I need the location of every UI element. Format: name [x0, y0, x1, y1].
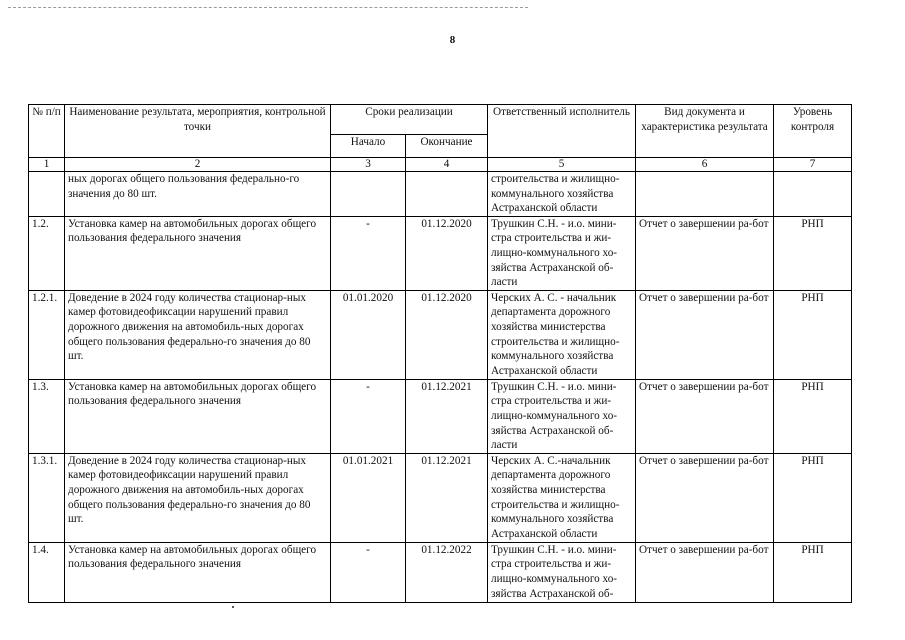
- header-end: Окончание: [406, 135, 488, 158]
- row-doc: Отчет о завершении ра-бот: [636, 290, 774, 379]
- row-responsible: Черских А. С.-начальник департамента дорожного хозяйства министерства строительства и жилищно-коммунального хозяйства Астраханской области: [488, 453, 636, 542]
- row-end: [406, 172, 488, 217]
- top-rule: [8, 7, 528, 9]
- row-name: Доведение в 2024 году количества стационар-ных камер фотовидеофиксации нарушений правил дорожного движения на автомобиль-ных дорогах общего пользования федерально-го значения до 80 шт.: [65, 290, 331, 379]
- col-number-7: 7: [774, 158, 852, 172]
- table-row: [29, 172, 852, 217]
- row-name: Установка камер на автомобильных дорогах общего пользования федерального значения: [65, 216, 331, 290]
- col-number-1: 1: [29, 158, 65, 172]
- row-responsible: Черских А. С. - начальник департамента дорожного хозяйства министерства строительства и жилищно-коммунального хозяйства Астраханской области: [488, 290, 636, 379]
- row-name: ных дорогах общего пользования федерально-го значения до 80 шт.: [65, 172, 331, 217]
- row-level: РНП: [774, 453, 852, 542]
- row-level: РНП: [774, 542, 852, 602]
- table-row: [29, 290, 852, 379]
- header-level: Уровень контроля: [774, 105, 852, 158]
- header-terms: Сроки реализации: [331, 105, 488, 135]
- page-number: 8: [449, 34, 456, 46]
- row-num: 1.3.: [29, 379, 65, 453]
- table-row: [29, 453, 852, 542]
- row-doc: Отчет о завершении ра-бот: [636, 542, 774, 602]
- row-start: 01.01.2021: [331, 453, 406, 542]
- row-doc: [636, 172, 774, 217]
- row-level: РНП: [774, 216, 852, 290]
- implementation-plan-table: [28, 104, 852, 603]
- row-end: 01.12.2022: [406, 542, 488, 602]
- row-responsible: строительства и жилищно-коммунального хозяйства Астраханской области: [488, 172, 636, 217]
- row-num: 1.3.1.: [29, 453, 65, 542]
- row-name: Доведение в 2024 году количества стационар-ных камер фотовидеофиксации нарушений правил дорожного движения на автомобиль-ных дорогах общего пользования федерально-го значения до 80 шт.: [65, 453, 331, 542]
- table-row: [29, 379, 852, 453]
- header-name: Наименование результата, мероприятия, контрольной точки: [65, 105, 331, 158]
- row-end: 01.12.2021: [406, 453, 488, 542]
- row-end: 01.12.2020: [406, 290, 488, 379]
- row-end: 01.12.2020: [406, 216, 488, 290]
- row-responsible: Трушкин С.Н. - и.о. мини-стра строительства и жи-лищно-коммунального хо-зяйства Астраханской об-ласти: [488, 379, 636, 453]
- header-doc: Вид документа и характеристика результата: [636, 105, 774, 158]
- row-doc: Отчет о завершении ра-бот: [636, 379, 774, 453]
- col-number-2: 2: [65, 158, 331, 172]
- row-doc: Отчет о завершении ра-бот: [636, 453, 774, 542]
- header-num: № п/п: [29, 105, 65, 158]
- row-num: 1.4.: [29, 542, 65, 602]
- row-end: 01.12.2021: [406, 379, 488, 453]
- table-row: [29, 542, 852, 602]
- row-num: 1.2.1.: [29, 290, 65, 379]
- col-number-4: 4: [406, 158, 488, 172]
- col-number-5: 5: [488, 158, 636, 172]
- row-level: РНП: [774, 290, 852, 379]
- row-level: РНП: [774, 379, 852, 453]
- header-start: Начало: [331, 135, 406, 158]
- row-num: [29, 172, 65, 217]
- col-number-3: 3: [331, 158, 406, 172]
- row-level: [774, 172, 852, 217]
- header-responsible: Ответственный исполнитель: [488, 105, 636, 158]
- row-doc: Отчет о завершении ра-бот: [636, 216, 774, 290]
- row-start: [331, 172, 406, 217]
- row-responsible: Трушкин С.Н. - и.о. мини-стра строительства и жи-лищно-коммунального хо-зяйства Астраханской об-ласти: [488, 216, 636, 290]
- table-row: [29, 216, 852, 290]
- row-start: -: [331, 216, 406, 290]
- row-start: -: [331, 542, 406, 602]
- row-start: -: [331, 379, 406, 453]
- row-name: Установка камер на автомобильных дорогах общего пользования федерального значения: [65, 379, 331, 453]
- row-name: Установка камер на автомобильных дорогах общего пользования федерального значения: [65, 542, 331, 602]
- row-num: 1.2.: [29, 216, 65, 290]
- scan-speck: [232, 606, 234, 608]
- row-responsible: Трушкин С.Н. - и.о. мини-стра строительства и жи-лищно-коммунального хо-зяйства Астраханской об-: [488, 542, 636, 602]
- col-number-6: 6: [636, 158, 774, 172]
- row-start: 01.01.2020: [331, 290, 406, 379]
